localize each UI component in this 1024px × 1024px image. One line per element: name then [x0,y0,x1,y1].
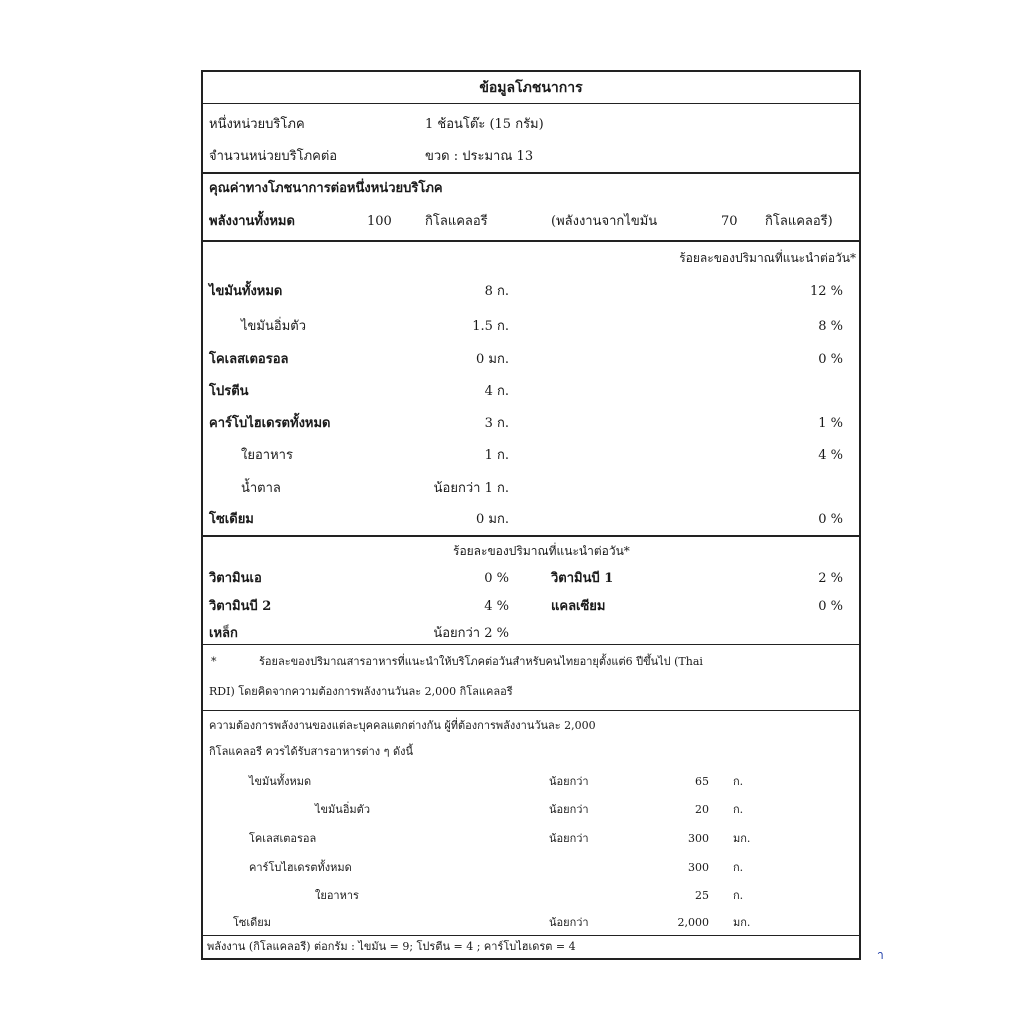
vitamin-name: แคลเซียม [551,599,606,614]
divider [203,240,859,242]
daily-need-qualifier: น้อยกว่า [549,803,589,816]
footnote-line: ร้อยละของปริมาณสารอาหารที่แนะนำให้บริโภคต่อวันสำหรับคนไทยอายุตั้งแต่6 ปีขึ้นไป (Thai [259,655,703,668]
footnote-star: * [211,655,217,668]
margin-mark: า [877,948,884,962]
vitamin-name: วิตามินบี 1 [551,571,614,586]
energy-from-fat-label: (พลังงานจากไขมัน [551,214,658,229]
daily-need-unit: ก. [733,889,744,902]
nutrient-percent: 8 % [818,319,843,334]
nutrient-amount: 1.5 ก. [472,319,509,334]
nutrient-name: ใยอาหาร [241,448,293,463]
nutrition-facts-panel [201,70,861,960]
nutrient-amount: 3 ก. [484,416,509,431]
daily-need-value: 2,000 [677,916,709,929]
nutrient-percent: 12 % [809,284,843,299]
daily-need-name: ไขมันอิ่มตัว [315,803,370,816]
vitamin-name: วิตามินเอ [209,571,262,586]
daily-need-value: 65 [695,775,709,788]
nutrient-name: ไขมันทั้งหมด [209,284,283,299]
divider [203,172,859,174]
daily-need-unit: ก. [733,775,744,788]
nutrient-name: โซเดียม [209,512,254,527]
energy-per-gram-note: พลังงาน (กิโลแคลอรี) ต่อกรัม : ไขมัน = 9; โปรตีน = 4 ; คาร์โบไฮเดรต = 4 [207,940,576,953]
nutrient-name: น้ำตาล [241,481,281,496]
nutrient-percent: 0 % [818,352,843,367]
serving-size-label: หนึ่งหน่วยบริโภค [209,117,305,132]
energy-from-fat-unit: กิโลแคลอรี) [765,214,833,229]
daily-needs-text: กิโลแคลอรี ควรได้รับสารอาหารต่าง ๆ ดังนี้ [209,745,414,758]
divider [203,535,859,537]
daily-need-name: ใยอาหาร [315,889,359,902]
nutrient-name: ไขมันอิ่มตัว [241,319,306,334]
divider [203,103,859,104]
daily-need-value: 300 [688,861,709,874]
energy-unit: กิโลแคลอรี [425,214,488,229]
divider [203,935,859,936]
nutrient-amount: 0 มก. [476,352,509,367]
footnote-line: RDI) โดยคิดจากความต้องการพลังงานวันละ 2,000 กิโลแคลอรี [209,685,513,698]
daily-need-name: คาร์โบไฮเดรตทั้งหมด [249,861,352,874]
daily-need-name: ไขมันทั้งหมด [249,775,312,788]
nutrient-amount: 4 ก. [484,384,509,399]
daily-needs-text: ความต้องการพลังงานของแต่ละบุคคลแตกต่างกัน ผู้ที่ต้องการพลังงานวันละ 2,000 [209,719,596,732]
divider [203,710,859,711]
nutrient-name: โคเลสเตอรอล [209,352,289,367]
serving-size-value: 1 ช้อนโต๊ะ (15 กรัม) [425,117,544,132]
nutrient-amount: 8 ก. [484,284,509,299]
nutrient-amount: น้อยกว่า 1 ก. [433,481,509,496]
daily-need-unit: ก. [733,803,744,816]
vitamin-value: 0 % [818,599,843,614]
energy-label: พลังงานทั้งหมด [209,214,295,229]
vitamin-value: 4 % [484,599,509,614]
nutrient-name: โปรตีน [209,384,249,399]
per-serving-heading: คุณค่าทางโภชนาการต่อหนึ่งหน่วยบริโภค [209,181,443,196]
vitamin-percent-header: ร้อยละของปริมาณที่แนะนำต่อวัน* [453,544,630,558]
nutrient-percent: 1 % [818,416,843,431]
vitamin-value: 2 % [818,571,843,586]
nutrient-name: คาร์โบไฮเดรตทั้งหมด [209,416,331,431]
servings-count-label: จำนวนหน่วยบริโภคต่อ [209,149,338,164]
daily-need-unit: มก. [733,832,751,845]
energy-from-fat-value: 70 [721,214,738,229]
vitamin-value: 0 % [484,571,509,586]
daily-need-name: โซเดียม [233,916,271,929]
daily-need-unit: มก. [733,916,751,929]
nutrient-percent: 0 % [818,512,843,527]
divider [203,644,859,645]
daily-need-value: 20 [695,803,709,816]
vitamin-name: เหล็ก [209,626,238,641]
vitamin-value: น้อยกว่า 2 % [433,626,509,641]
panel-title: ข้อมูลโภชนาการ [479,80,583,96]
vitamin-name: วิตามินบี 2 [209,599,272,614]
nutrient-amount: 1 ก. [484,448,509,463]
daily-need-value: 300 [688,832,709,845]
daily-need-value: 25 [695,889,709,902]
daily-need-qualifier: น้อยกว่า [549,775,589,788]
daily-need-qualifier: น้อยกว่า [549,916,589,929]
daily-need-qualifier: น้อยกว่า [549,832,589,845]
energy-value: 100 [367,214,392,229]
daily-need-name: โคเลสเตอรอล [249,832,317,845]
percent-daily-value-header: ร้อยละของปริมาณที่แนะนำต่อวัน* [679,251,856,265]
nutrient-amount: 0 มก. [476,512,509,527]
servings-count-value: ขวด : ประมาณ 13 [425,149,534,164]
nutrient-percent: 4 % [818,448,843,463]
daily-need-unit: ก. [733,861,744,874]
